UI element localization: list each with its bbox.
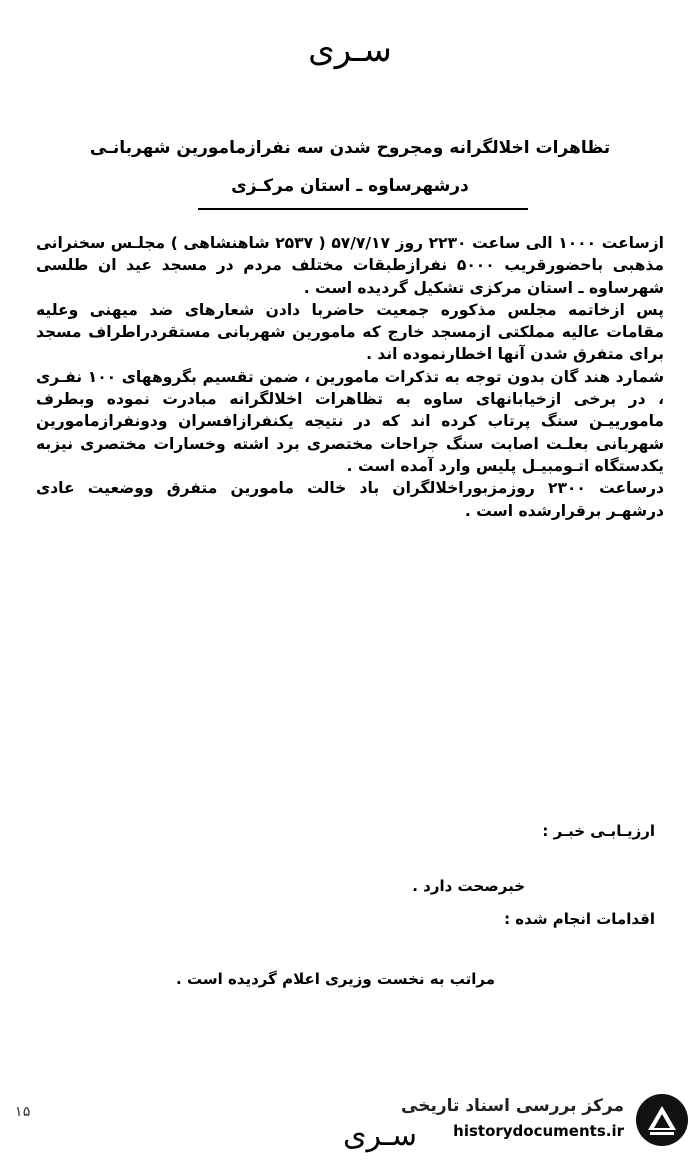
actions-value: مراتب به نخست وزیری اعلام گردیده است . (176, 970, 495, 988)
title-underline (198, 208, 528, 210)
page-number-mark: ۱۵ (14, 1104, 31, 1120)
archive-logo-icon (634, 1092, 690, 1148)
body-paragraph-1: ازساعت ۱۰۰۰ الی ساعت ۲۲۳۰ روز ۵۷/۷/۱۷ ( ۲۵۳۷ شاهنشاهی ) مجلـس سخنرانی مذهبی باحضورقریب ۵۰۰۰ نفرازطبقات مختلف مردم در مسجد عید ان طلسی شهرساوه ـ استان مرکزی تشکیل گردیده است . (36, 234, 665, 297)
document-title-line-1: تظاهرات اخلالگرانه ومجروح شدن سه نفرازمامورین شهربانـی (89, 138, 611, 158)
body-paragraph-2: پس ازخاتمه مجلس مذکوره جمعیت حاضربا دادن شعارهای ضد میهنی وعلیه مقامات عالیه مملکتی ازمسجد خارج که مامورین شهربانی مستقردراطراف مسجد برای متفرق شدن آنها اخطارنموده اند . (36, 300, 664, 364)
classification-header: سـری (308, 30, 392, 70)
evaluation-value: خبرصحت دارد . (412, 877, 525, 895)
body-paragraph-3: شمارد هند گان بدون توجه به تذکرات مامورین ، ضمن تقسیم بگروههای ۱۰۰ نفـری ، در برخی ازخیابانهای ساوه به تظاهرات اخلالگرانه مبادرت نموده وبطرف مامورییـن سنگ پرتاب کرده اند که در نتیجه یکنفرازافسران ودونفرازمامورین شهربانی بعلـت اصابت سنگ جراحات مختصری برد اشته وخسارات مختصری نیزبه یکدستگاه اتـومبیـل پلیس وارد آمده است . (36, 367, 664, 475)
document-body (36, 232, 664, 522)
classification-footer: سـری (343, 1118, 417, 1153)
archive-url: historydocuments.ir (453, 1122, 624, 1140)
archive-org-name: مرکز بررسی اسناد تاریخی (401, 1096, 624, 1116)
evaluation-label: ارزیـابـی خبـر : (542, 822, 655, 840)
document-title-line-2: درشهرساوه ـ استان مرکـزی (231, 176, 469, 196)
body-paragraph-4: درساعت ۲۳۰۰ روزمزبوراخلالگران باد خالت مامورین متفرق ووضعیت عادی درشهـر برقرارشده است . (36, 479, 665, 520)
actions-label: اقدامات انجام شده : (504, 910, 655, 928)
